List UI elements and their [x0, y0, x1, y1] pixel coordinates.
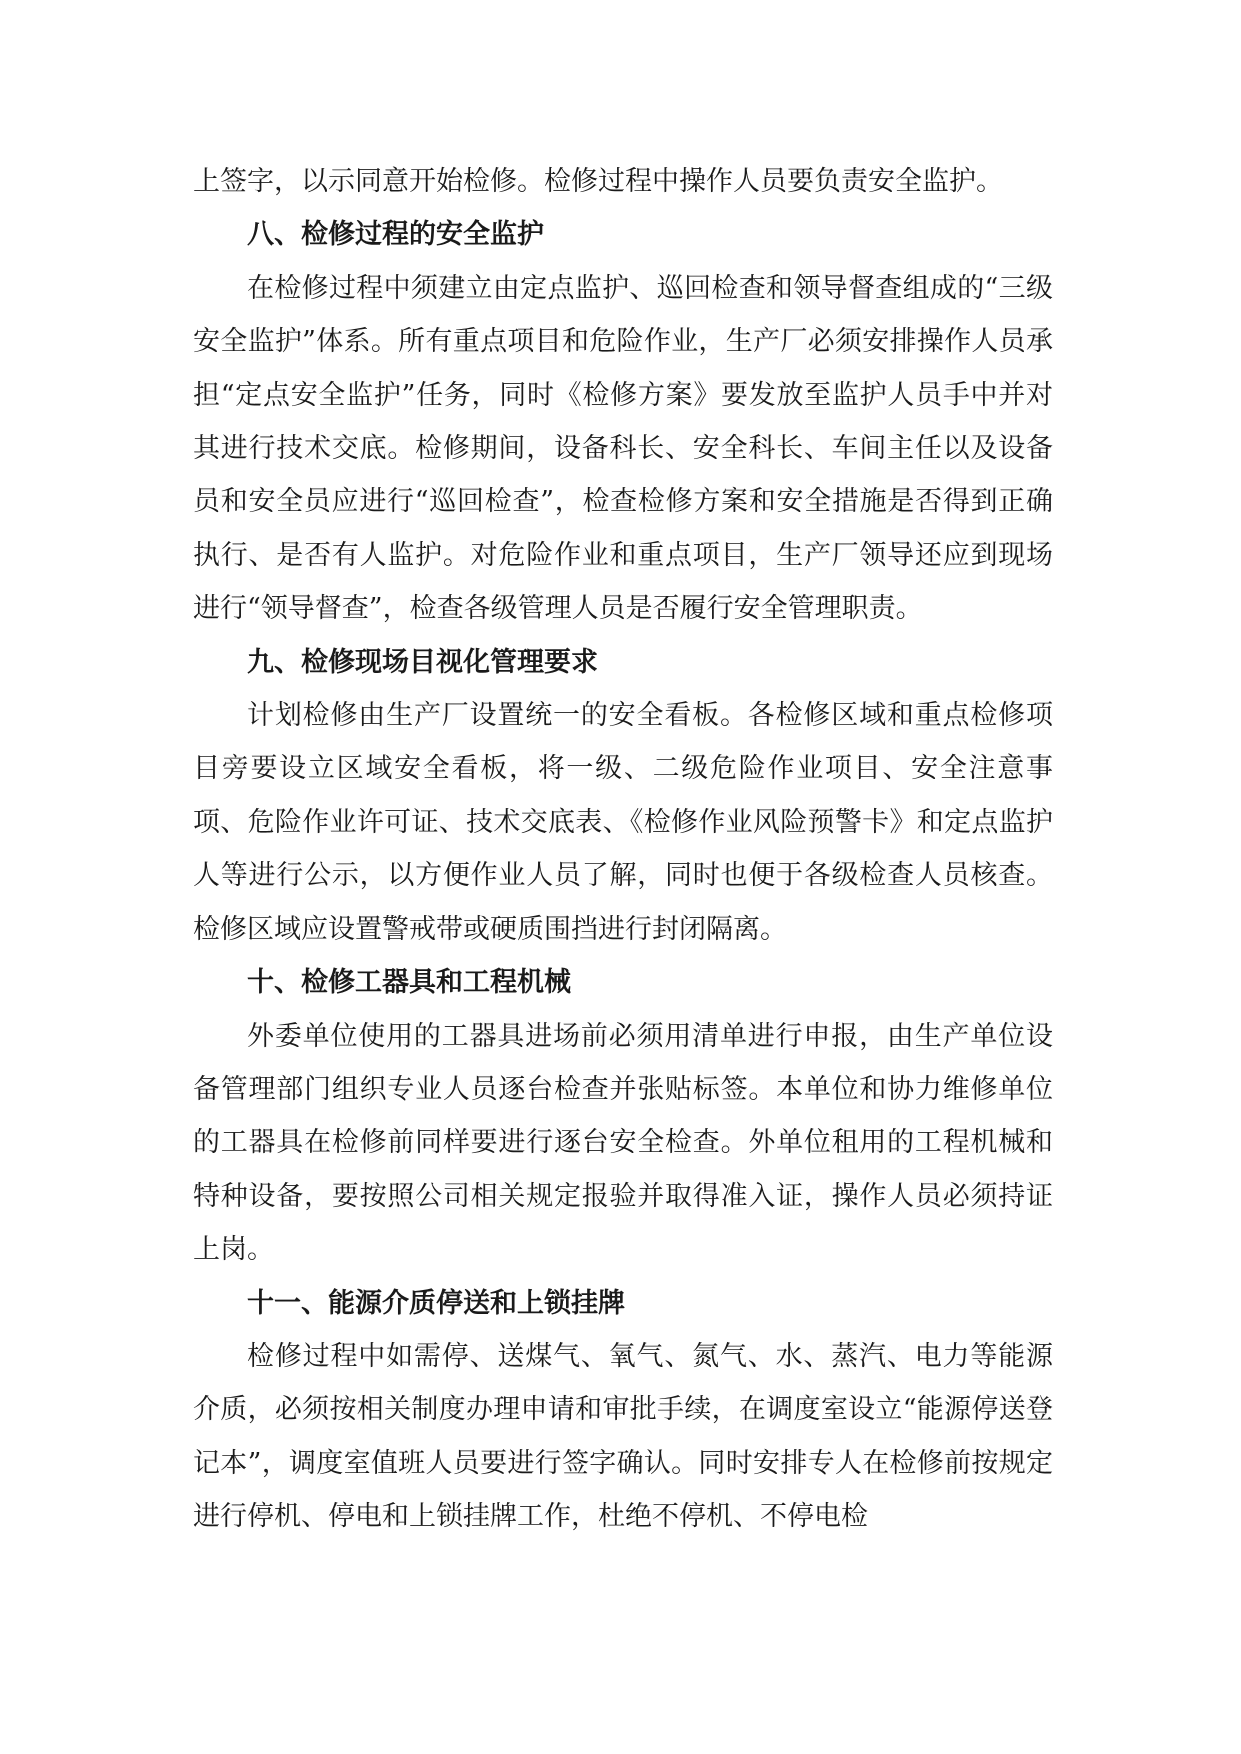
paragraph-continued: 上签字，以示同意开始检修。检修过程中操作人员要负责安全监护。: [193, 166, 1003, 197]
paragraph-section-8: 在检修过程中须建立由定点监护、巡回检查和领导督查组成的“三级安全监护”体系。所有重点项目和危险作业，生产厂必须安排操作人员承担“定点安全监护”任务，同时《检修方案》要发放至监护人员手中并对其进行技术交底。检修期间，设备科长、安全科长、车间主任以及设备员和安全员应进行“巡回检查”，检查检修方案和安全措施是否得到正确执行、是否有人监护。对危险作业和重点项目，生产厂领导还应到现场进行“领导督查”，检查各级管理人员是否履行安全管理职责。: [193, 272, 1053, 625]
document-page: [193, 155, 1053, 1544]
paragraph-section-9: 计划检修由生产厂设置统一的安全看板。各检修区域和重点检修项目旁要设立区域安全看板，将一级、二级危险作业项目、安全注意事项、危险作业许可证、技术交底表、《检修作业风险预警卡》和定点监护人等进行公示，以方便作业人员了解，同时也便于各级检查人员核查。检修区域应设置警戒带或硬质围挡进行封闭隔离。: [193, 700, 1053, 945]
section-heading-10: 十、检修工器具和工程机械: [247, 967, 571, 999]
paragraph-section-11: 检修过程中如需停、送煤气、氧气、氮气、水、蒸汽、电力等能源介质，必须按相关制度办理申请和审批手续，在调度室设立“能源停送登记本”，调度室值班人员要进行签字确认。同时安排专人在检修前按规定进行停机、停电和上锁挂牌工作，杜绝不停机、不停电检: [193, 1340, 1053, 1533]
paragraph-section-10: 外委单位使用的工器具进场前必须用清单进行申报，由生产单位设备管理部门组织专业人员逐台检查并张贴标签。本单位和协力维修单位的工器具在检修前同样要进行逐台安全检查。外单位租用的工程机械和特种设备，要按照公司相关规定报验并取得准入证，操作人员必须持证上岗。: [193, 1020, 1053, 1266]
section-heading-8: 八、检修过程的安全监护: [247, 219, 544, 251]
section-heading-9: 九、检修现场目视化管理要求: [247, 646, 598, 678]
section-heading-11: 十一、能源介质停送和上锁挂牌: [247, 1287, 625, 1319]
